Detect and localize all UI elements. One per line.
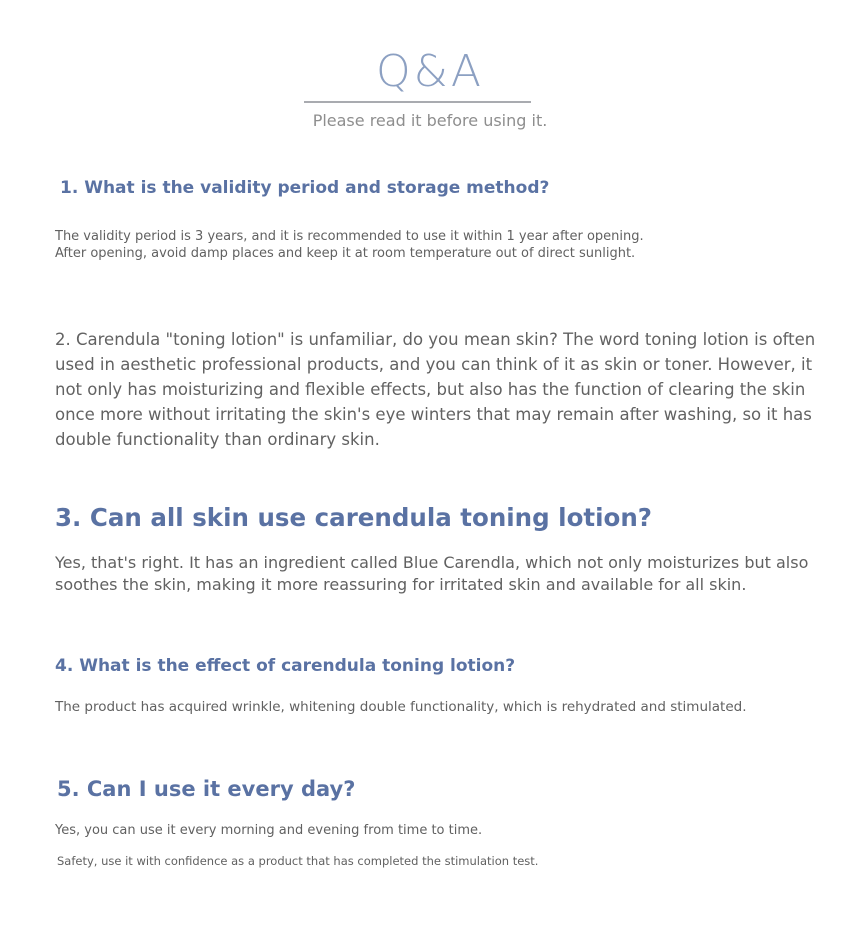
faq-answer-5b: Safety, use it with confidence as a product that has completed the stimulation test.: [57, 854, 539, 868]
title-divider: [304, 101, 531, 103]
faq-question-5: 5. Can I use it every day?: [57, 777, 356, 801]
faq-answer-1: The validity period is 3 years, and it is recommended to use it within 1 year after opening. After opening, avoid damp places and keep it at room temperature out of direct sunlight.: [55, 229, 644, 261]
faq-item-2: 2. Carendula "toning lotion" is unfamiliar, do you mean skin? The word toning lotion is often used in aesthetic professional products, and you can think of it as skin or toner. However, it not only has moisturizing and flexible effects, but also has the function of clearing the skin once more without irritating the skin's eye winters that may remain after washing, so it has double functionality than ordinary skin.: [55, 330, 816, 449]
faq-question-3: 3. Can all skin use carendula toning lotion?: [55, 503, 652, 532]
faq-answer-5a: Yes, you can use it every morning and evening from time to time.: [55, 823, 483, 838]
faq-answer-3: Yes, that's right. It has an ingredient called Blue Carendla, which not only moisturizes but also soothes the skin, making it more reassuring for irritated skin and available for all skin.: [55, 553, 809, 594]
faq-answer-4: The product has acquired wrinkle, whitening double functionality, which is rehydrated and stimulated.: [55, 699, 747, 715]
faq-question-4: 4. What is the effect of carendula toning lotion?: [55, 656, 516, 676]
page-subtitle: Please read it before using it.: [312, 111, 548, 130]
page-title: Q&A: [375, 46, 485, 97]
faq-question-1: 1. What is the validity period and storage method?: [60, 178, 550, 198]
